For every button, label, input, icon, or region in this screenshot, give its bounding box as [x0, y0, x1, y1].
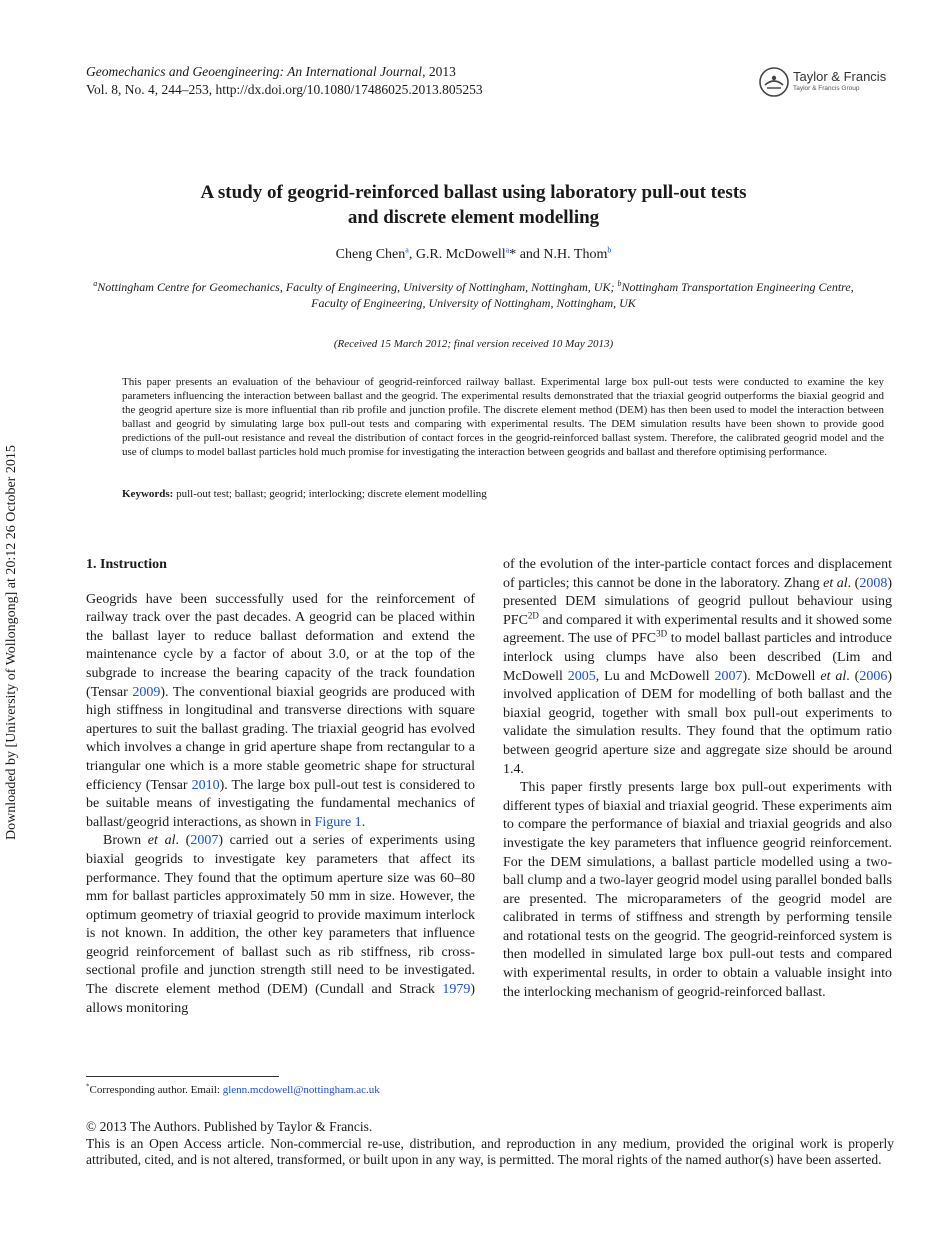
text-run: , Lu and McDowell: [595, 668, 715, 684]
text-run: ). The conventional biaxial geogrids are produced with high stiffness in longitudinal and transverse directions with square apertures to suit the ballast grading. The triaxial geogrid has evolved which involves a change in grid aperture shape from rectangular to a triangular one which is a more stable geometric shape for structural efficiency (Tensar: [86, 684, 475, 793]
author-2-affil-link[interactable]: a: [505, 245, 510, 255]
ref-link-zhang-2008[interactable]: 2008: [859, 575, 888, 591]
text-run: of the evolution of the inter-particle contact forces and displacement of particles; this cannot be done in the laboratory. Zhang: [503, 557, 892, 591]
keywords-label: Keywords:: [122, 488, 174, 500]
taylor-francis-logo-icon: [758, 66, 792, 100]
section-heading: 1. Instruction: [86, 557, 167, 572]
author-2: G.R. McDowell: [415, 247, 506, 262]
ref-link-mcdowell-2006[interactable]: 2006: [859, 668, 888, 684]
publisher-name: Taylor & Francis: [793, 69, 887, 84]
abstract: This paper presents an evaluation of the behaviour of geogrid-reinforced railway ballast. Experimental large box pull-out tests were conducted to examine the key parameters influencing the interaction between ballast and the geogrid. The experimental results demonstrated that the triaxial geogrid outperforms the biaxial geogrid and the geogrid aperture size is more influential than rib profile and junction profile. The discrete element method (DEM) has then been used to model the interaction between ballast and geogrid by simulating large box pull-out tests and comparing with experimental results. The DEM simulation results have been shown to provide good predictions of the pull-out resistance and reveal the distribution of contact forces in the geogrid-reinforced ballast system. Therefore, the calibrated geogrid model and the use of clumps to model ballast particles hold much promise for investigating the interaction between geogrids and ballast and therefore optimising performance.: [122, 376, 884, 458]
journal-header: [86, 63, 483, 99]
text-run: et al: [147, 833, 176, 849]
text-run: Geogrids have been successfully used for the reinforcement of railway track over the past decades. A geogrid can be placed within the ballast layer to reduce ballast deformation and extend the maintenance cycle by a factor of about 3.0, or at the top of the subgrade to increase the bearing capacity of the track foundation (Tensar: [86, 591, 475, 700]
publisher-group: Taylor & Francis Group: [793, 85, 860, 92]
corresponding-star: *: [509, 247, 517, 262]
article-title: [90, 180, 857, 230]
footnote-label: Corresponding author. Email:: [89, 1084, 223, 1096]
text-run: et al: [823, 575, 848, 591]
footnote-divider: [86, 1076, 279, 1077]
keywords: [122, 487, 884, 501]
keywords-text: pull-out test; ballast; geogrid; interlocking; discrete element modelling: [173, 488, 487, 500]
paragraph: [86, 832, 475, 1018]
journal-title: Geomechanics and Geoengineering: An International Journal: [86, 64, 423, 79]
superscript: 2D: [527, 610, 539, 621]
copyright-notice: [86, 1119, 894, 1169]
footnote: [86, 1083, 586, 1097]
superscript: 3D: [656, 628, 668, 639]
paragraph: [503, 556, 892, 779]
license-text: This is an Open Access article. Non-commercial re-use, distribution, and reproduction in any medium, provided the original work is properly attributed, cited, and is not altered, transformed, or built upon in any way, is permitted. The moral rights of the named author(s) have been asserted.: [86, 1135, 894, 1167]
affil-a-sup: a: [93, 279, 98, 288]
author-sep-1: ,: [408, 247, 416, 262]
text-run: .: [361, 814, 366, 830]
body-right-column: [503, 556, 892, 1002]
affiliations: [90, 279, 857, 311]
ref-link-cundall-1979[interactable]: 1979: [442, 982, 471, 998]
journal-title-line: [86, 63, 483, 81]
ref-link-lu-2007[interactable]: 2007: [714, 668, 743, 684]
text-run: . (: [847, 575, 860, 591]
journal-year: , 2013: [422, 64, 456, 79]
text-run: Brown: [103, 833, 148, 849]
figure-1-link[interactable]: Figure 1: [314, 814, 362, 830]
body-left-column: [86, 556, 475, 1018]
author-3-affil-link[interactable]: b: [607, 245, 612, 255]
affil-b-sup: b: [617, 279, 622, 288]
text-run: and compared it with experimental results and it showed some agreement. The use of PFC: [503, 612, 892, 647]
paragraph: This paper firstly presents large box pull-out experiments with different types of biaxial and triaxial geogrid. These experiments aim to compare the performance of biaxial and triaxial geogrids and also investigate the key parameters that influence geogrid reinforcement. For the DEM simulations, a ballast particle modelled using a two-ball clump and a two-layer geogrid model using parallel bonded balls are presented. The microparameters of the geogrid model are calibrated in terms of stiffness and strength by performing tensile and rotational tests on the geogrid. The geogrid-reinforced system is then modelled in simulated large box pull-out tests and compared with experimental results, in order to obtain a valuable insight into the interlocking mechanism of geogrid-reinforced ballast.: [503, 780, 892, 1000]
text-run: ). The large box pull-out test is considered to be suitable means of investigating the fundamental mechanics of ballast/geogrid interactions, as shown in: [86, 777, 475, 830]
text-run: ) presented DEM simulations of geogrid pullout behaviour using PFC: [503, 575, 893, 628]
corresponding-email-link[interactable]: glenn.mcdowell@nottingham.ac.uk: [222, 1084, 380, 1096]
ref-link-tensar-2009[interactable]: 2009: [132, 684, 161, 700]
text-run: . (: [175, 833, 191, 849]
affil-b-text: Nottingham Transportation Engineering Centre, Faculty of Engineering, University of Nottingham, Nottingham, UK: [311, 280, 854, 310]
title-line-2: and discrete element modelling: [347, 207, 600, 228]
citation-line: Vol. 8, No. 4, 244–253, http://dx.doi.org/10.1080/17486025.2013.805253: [86, 82, 483, 97]
ref-link-lim-2005[interactable]: 2005: [567, 668, 596, 684]
received-dates: (Received 15 March 2012; final version received 10 May 2013): [333, 338, 614, 350]
author-1-affil-link[interactable]: a: [405, 245, 409, 255]
affil-a-text: Nottingham Centre for Geomechanics, Faculty of Engineering, University of Nottingham, Nottingham, UK;: [97, 280, 618, 294]
ref-link-brown-2007[interactable]: 2007: [190, 833, 219, 849]
author-list: [90, 246, 857, 264]
text-run: et al: [820, 668, 847, 684]
text-run: ) involved application of DEM for modelling of both ballast and the biaxial geogrid, together with small box pull-out experiments to validate the simulation results. They found that the optimum ratio between geogrid aperture size and aggregate size should be around 1.4.: [503, 668, 892, 777]
author-3: N.H. Thom: [543, 247, 608, 262]
text-run: to model ballast particles and introduce interlock using clumps have also been described (Lim and McDowell: [503, 631, 892, 684]
author-sep-2: and: [516, 247, 544, 262]
footnote-star: *: [86, 1082, 90, 1091]
title-line-1: A study of geogrid-reinforced ballast using laboratory pull-out tests: [200, 182, 747, 203]
paragraph: [86, 591, 475, 833]
download-note: Downloaded by [University of Wollongong] at 20:12 26 October 2015: [4, 445, 19, 840]
text-run: . (: [846, 668, 860, 684]
ref-link-tensar-2010[interactable]: 2010: [191, 777, 220, 793]
copyright-line: © 2013 The Authors. Published by Taylor & Francis.: [86, 1119, 373, 1134]
text-run: ) allows monitoring: [86, 982, 475, 1016]
author-1: Cheng Chen: [335, 247, 406, 262]
text-run: ). McDowell: [742, 668, 821, 684]
text-run: ) carried out a series of experiments using biaxial geogrids to investigate key parameters that affect its performance. They found that the optimum aperture size was 60–80 mm for ballast particles approximately 50 mm in size. However, the optimum geometry of triaxial geogrid to provide maximum interlock is not known. In addition, the other key parameters that influence geogrid reinforcement of ballast such as rib stiffness, rib cross-sectional profile and junction strength still need to be investigated. The discrete element method (DEM) (Cundall and Strack: [86, 833, 475, 998]
